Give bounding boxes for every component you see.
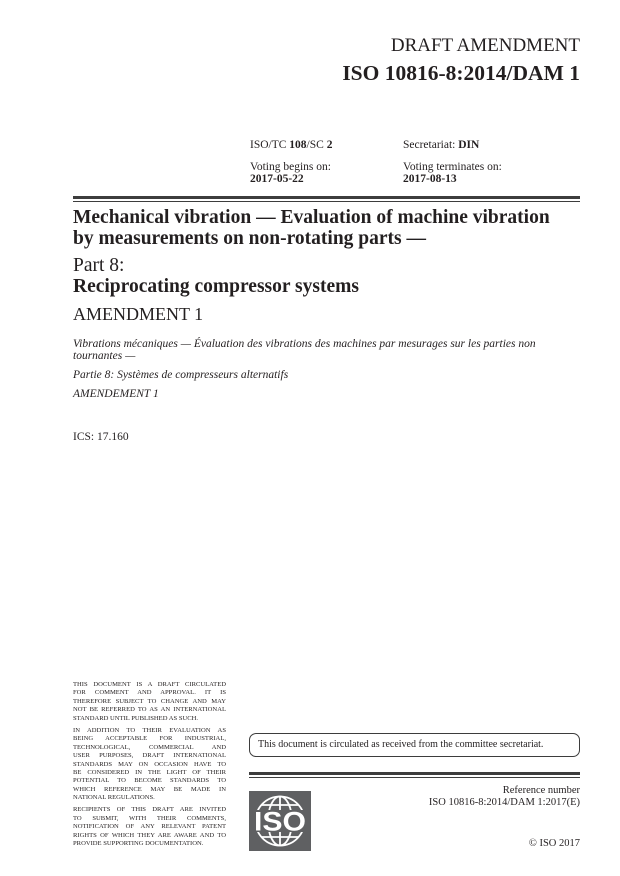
iso-logo bbox=[249, 791, 311, 851]
disclaimer-line: IN ADDITION TO THEIR EVALUATION AS bbox=[73, 726, 226, 734]
iso-logo-text: ISO bbox=[254, 806, 306, 837]
main-title-line: Mechanical vibration — Evaluation of machine vibration bbox=[73, 206, 550, 228]
reference-number: ISO 10816-8:2014/DAM 1:2017(E) bbox=[428, 797, 580, 808]
main-title-line: by measurements on non-rotating parts — bbox=[73, 227, 426, 249]
disclaimer-line: POTENTIAL TO BECOME STANDARDS TO bbox=[73, 777, 226, 785]
ics-code: ICS: 17.160 bbox=[73, 431, 129, 443]
tc-prefix: ISO/TC bbox=[250, 139, 290, 151]
disclaimer-line: NOT BE REFERRED TO AS AN INTERNATIONAL bbox=[73, 706, 226, 714]
disclaimer-line: TO SUBMIT, WITH THEIR COMMENTS, bbox=[73, 814, 226, 822]
french-title-line: Vibrations mécaniques — Évaluation des vibrations des machines par mesurages sur les parties non bbox=[73, 337, 536, 350]
draft-disclaimer bbox=[73, 681, 226, 852]
disclaimer-line: RIGHTS OF WHICH THEY ARE AWARE AND TO bbox=[73, 831, 226, 839]
disclaimer-paragraph bbox=[73, 727, 226, 803]
disclaimer-line: THIS DOCUMENT IS A DRAFT CIRCULATED bbox=[73, 681, 226, 688]
double-rule-top bbox=[73, 196, 580, 202]
disclaimer-line: NATIONAL REGULATIONS. bbox=[73, 794, 155, 802]
main-title bbox=[73, 207, 550, 249]
disclaimer-line: STANDARD UNTIL PUBLISHED AS SUCH. bbox=[73, 714, 199, 722]
disclaimer-line: BEING ACCEPTABLE FOR INDUSTRIAL, bbox=[73, 735, 226, 743]
committee-reference bbox=[250, 139, 332, 151]
french-part-title: Partie 8: Systèmes de compresseurs alternatifs bbox=[73, 368, 289, 381]
copyright-notice: © ISO 2017 bbox=[528, 838, 580, 849]
voting-begins-date: 2017-05-22 bbox=[250, 173, 304, 185]
secretariat-value: DIN bbox=[458, 139, 480, 151]
circulation-notice: This document is circulated as received from the committee secretariat. bbox=[249, 733, 580, 757]
sc-number: 2 bbox=[326, 139, 333, 151]
amendment-label: AMENDMENT 1 bbox=[73, 304, 204, 324]
disclaimer-paragraph bbox=[73, 806, 226, 848]
part-label: Part 8: bbox=[73, 254, 125, 276]
tc-number: 108 bbox=[289, 139, 307, 151]
reference-number-label: Reference number bbox=[502, 785, 580, 796]
french-amendment-label: AMENDEMENT 1 bbox=[73, 387, 159, 400]
document-number: ISO 10816-8:2014/DAM 1 bbox=[342, 61, 580, 85]
french-title bbox=[73, 338, 536, 363]
disclaimer-line: USER PURPOSES, DRAFT INTERNATIONAL bbox=[73, 752, 226, 760]
part-name: Reciprocating compressor systems bbox=[73, 275, 359, 297]
disclaimer-line: PROVIDE SUPPORTING DOCUMENTATION. bbox=[73, 840, 204, 848]
disclaimer-line: FOR COMMENT AND APPROVAL. IT IS bbox=[73, 689, 226, 697]
sc-prefix: /SC bbox=[306, 139, 327, 151]
disclaimer-line: RECIPIENTS OF THIS DRAFT ARE INVITED bbox=[73, 806, 226, 814]
secretariat bbox=[403, 139, 479, 151]
secretariat-label: Secretariat: bbox=[403, 139, 459, 151]
disclaimer-line: TECHNOLOGICAL, COMMERCIAL AND bbox=[73, 743, 226, 751]
double-rule-bottom bbox=[249, 772, 580, 778]
disclaimer-line: BE CONSIDERED IN THE LIGHT OF THEIR bbox=[73, 768, 226, 776]
disclaimer-line: NOTIFICATION OF ANY RELEVANT PATENT bbox=[73, 823, 226, 831]
disclaimer-line: THEREFORE SUBJECT TO CHANGE AND MAY bbox=[73, 697, 226, 705]
disclaimer-line: STANDARDS MAY ON OCCASION HAVE TO bbox=[73, 760, 226, 768]
voting-ends-date: 2017-08-13 bbox=[403, 173, 457, 185]
disclaimer-paragraph bbox=[73, 681, 226, 723]
part-title bbox=[73, 255, 359, 297]
french-title-line: tournantes — bbox=[73, 350, 136, 363]
disclaimer-line: WHICH REFERENCE MAY BE MADE IN bbox=[73, 785, 226, 793]
voting-ends-label: Voting terminates on: bbox=[403, 161, 502, 173]
voting-begins-label: Voting begins on: bbox=[250, 161, 331, 173]
document-type: DRAFT AMENDMENT bbox=[390, 35, 580, 56]
